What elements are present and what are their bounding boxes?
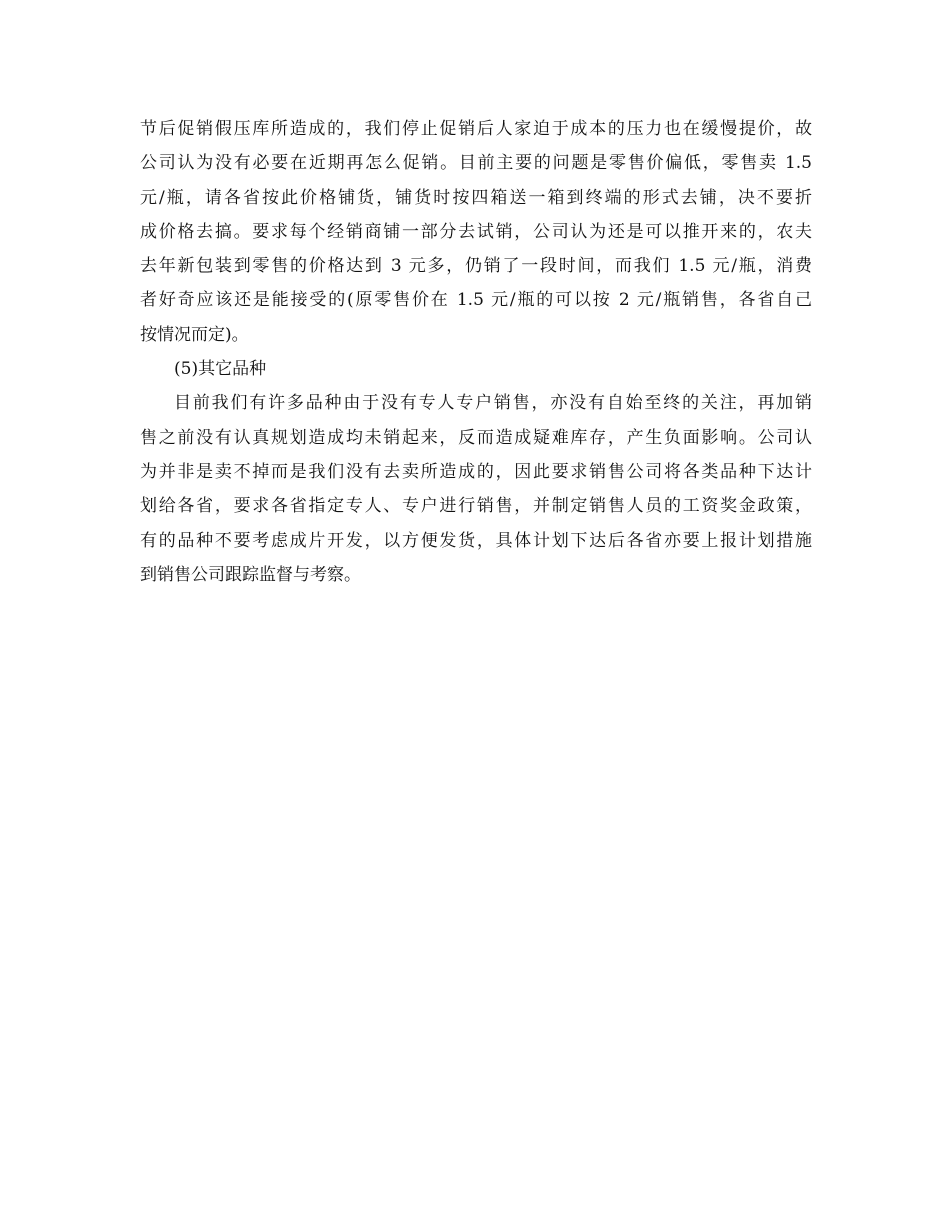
paragraph-line: 节后促销假压库所造成的，我们停止促销后人家迫于成本的压力也在缓慢提价，故 [140,119,812,139]
paragraph-line: 有的品种不要考虑成片开发，以方便发货，具体计划下达后各省亦要上报计划措施 [140,530,812,551]
paragraph-line: 到销售公司跟踪监督与考察。 [140,564,361,585]
paragraph-line: 售之前没有认真规划造成均未销起来，反而造成疑难库存，产生负面影响。公司认 [140,427,812,448]
paragraph-line: 公司认为没有必要在近期再怎么促销。目前主要的问题是零售价偏低，零售卖 1.5 [140,153,812,174]
paragraph-other-varieties [140,386,812,592]
document-body [140,112,812,592]
section-heading-other-varieties: (5)其它品种 [174,359,267,380]
paragraph-line: 元/瓶，请各省按此价格铺货，铺货时按四箱送一箱到终端的形式去铺，决不要折 [140,187,812,208]
paragraph-line: 为并非是卖不掉而是我们没有去卖所造成的，因此要求销售公司将各类品种下达计 [140,461,812,482]
paragraph-line: 划给各省，要求各省指定专人、专户进行销售，并制定销售人员的工资奖金政策， [140,496,812,517]
paragraph-retail-pricing [140,112,812,352]
paragraph-line: 者好奇应该还是能接受的(原零售价在 1.5 元/瓶的可以按 2 元/瓶销售，各省自己 [140,290,812,311]
paragraph-line: 按情况而定)。 [140,324,249,345]
paragraph-line: 成价格去搞。要求每个经销商铺一部分去试销，公司认为还是可以推开来的，农夫 [140,221,812,242]
paragraph-line: 去年新包装到零售的价格达到 3 元多，仍销了一段时间，而我们 1.5 元/瓶，消费 [140,256,812,277]
paragraph-line: 目前我们有许多品种由于没有专人专户销售，亦没有自始至终的关注，再加销 [174,393,812,414]
